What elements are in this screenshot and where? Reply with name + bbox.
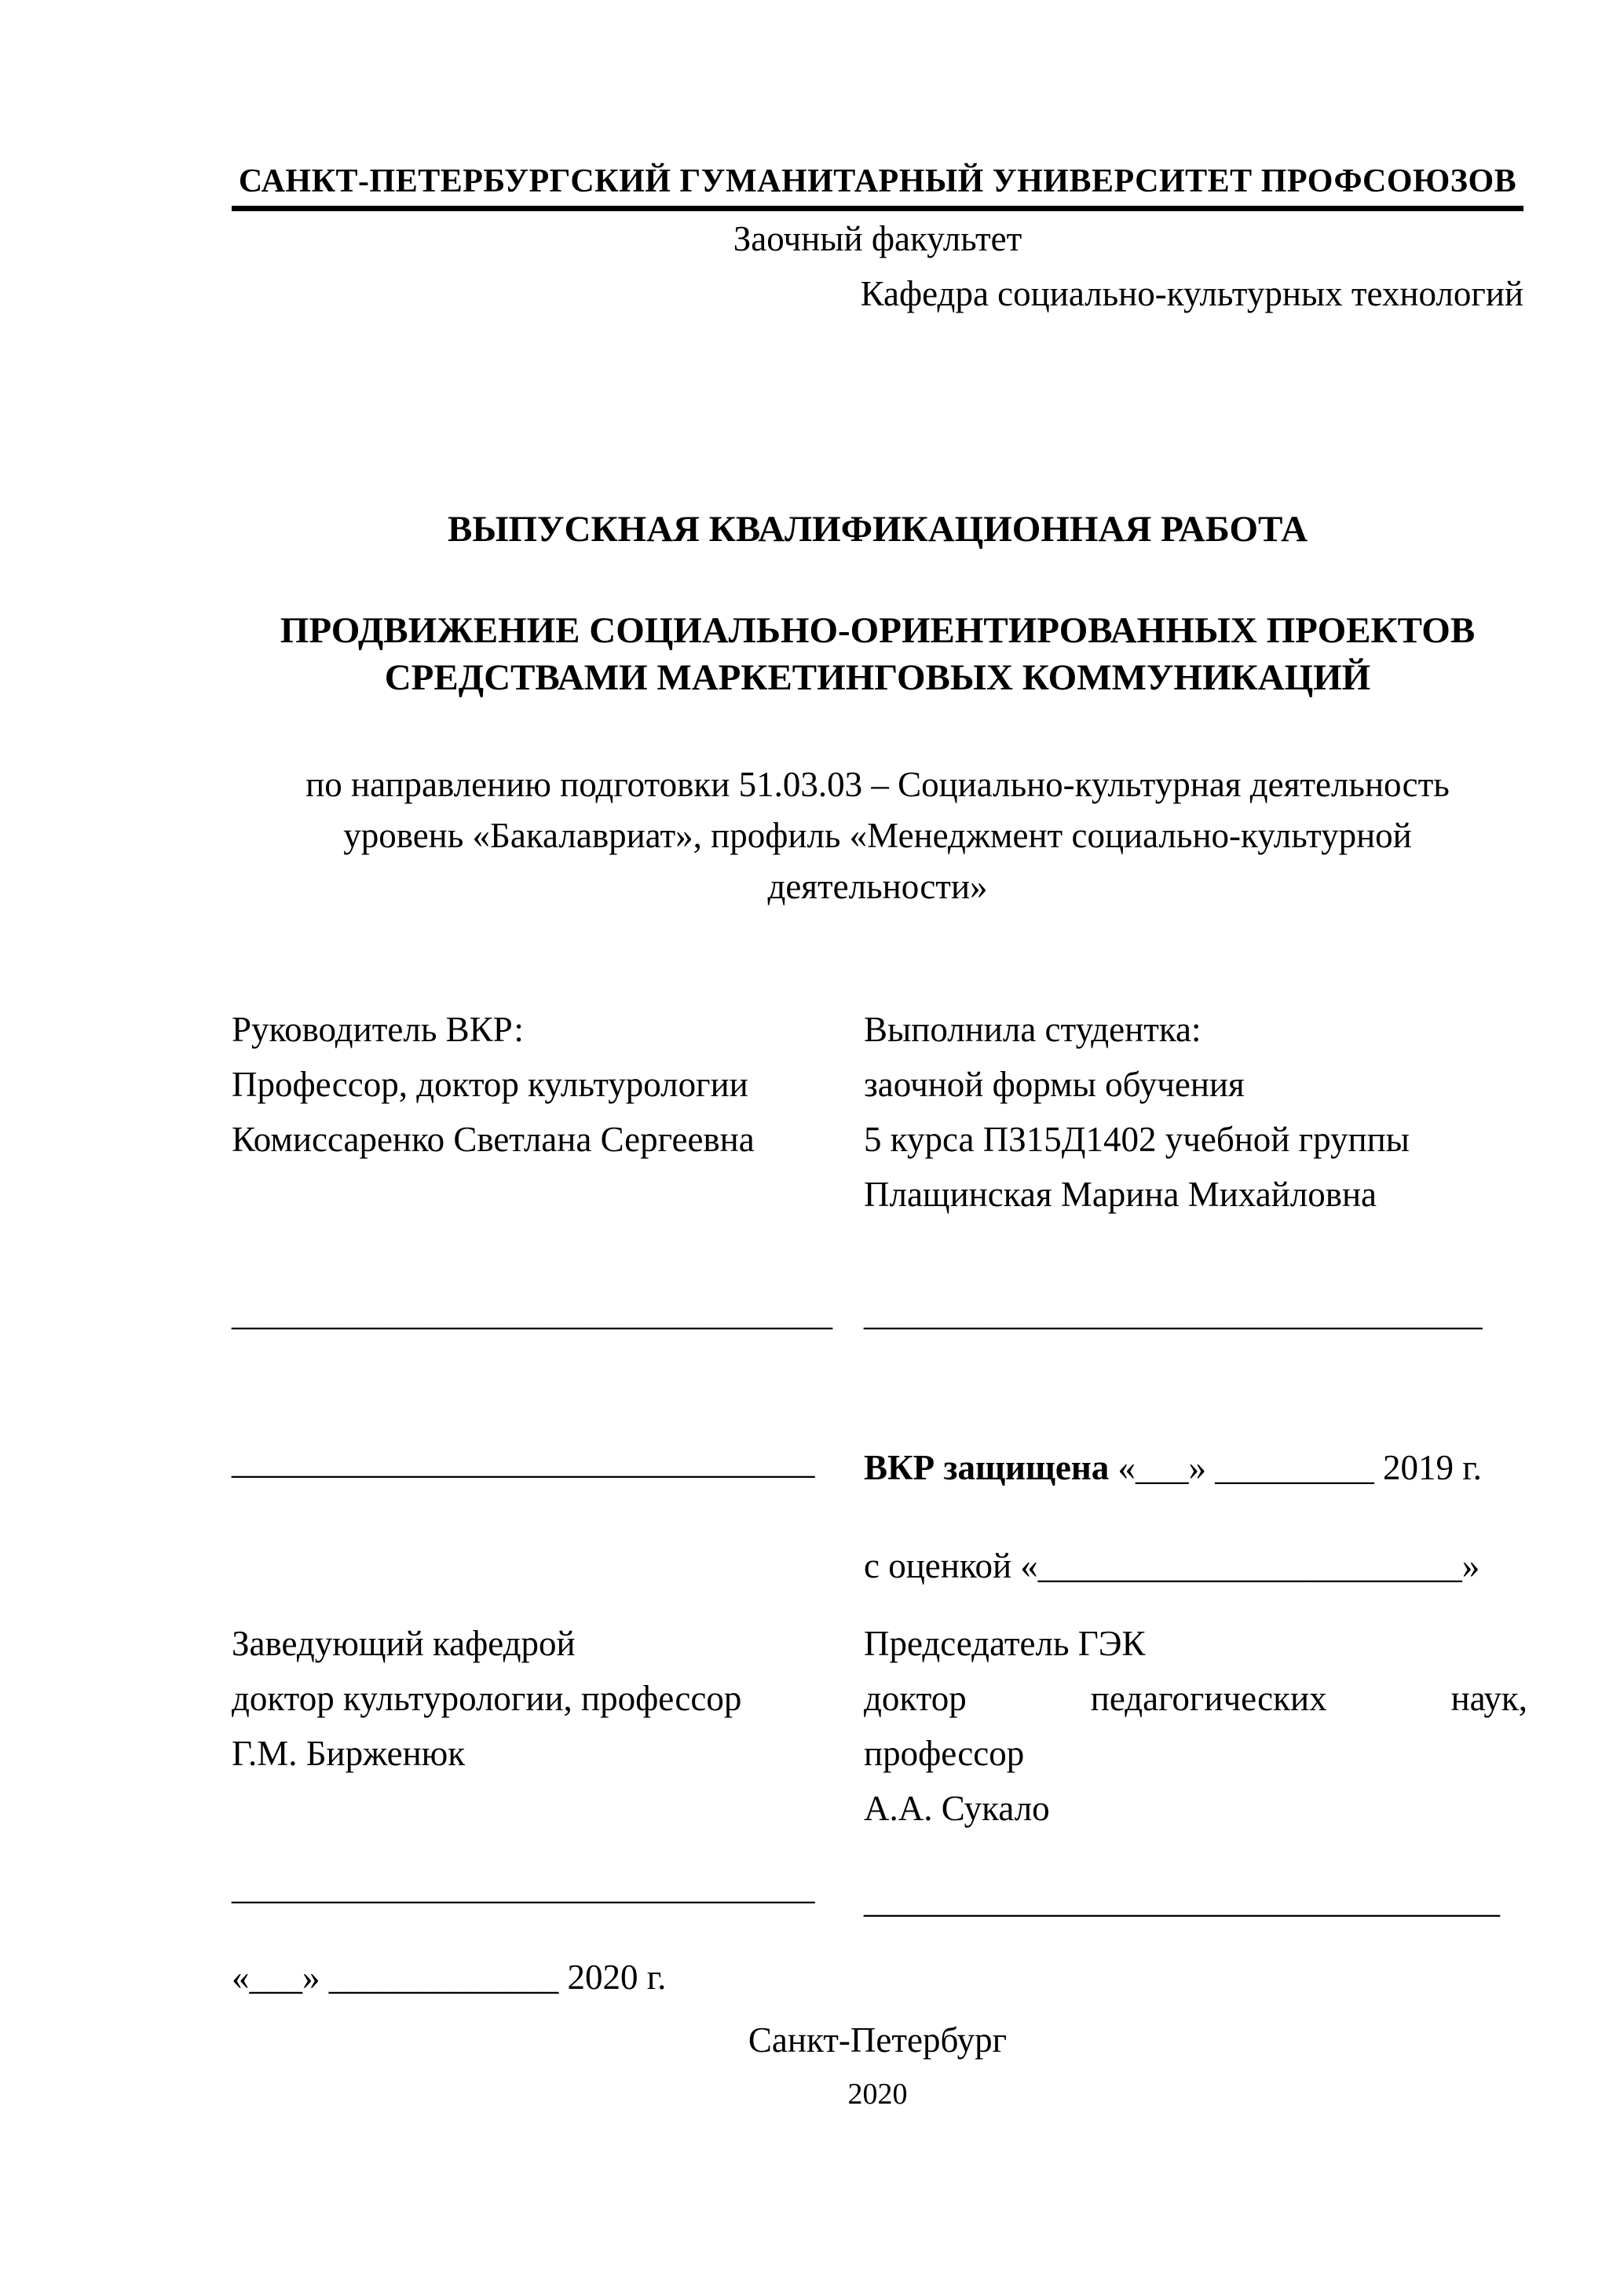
- department-head-date-blank: «___» _____________ 2020 г.: [232, 1958, 667, 1997]
- thesis-title-line2: СРЕДСТВАМИ МАРКЕТИНГОВЫХ КОММУНИКАЦИЙ: [384, 657, 1371, 698]
- thesis-title: [232, 607, 1523, 701]
- gek-chairman-signature-line: ____________________________________: [864, 1881, 1500, 1920]
- supervisor-name: Комиссаренко Светлана Сергеевна: [232, 1120, 755, 1159]
- department-head-title: Заведующий кафедрой: [232, 1624, 576, 1663]
- footer-year: 2020: [847, 2078, 908, 2111]
- thesis-title-line1: ПРОДВИЖЕНИЕ СОЦИАЛЬНО-ОРИЕНТИРОВАННЫХ ПРОЕКТОВ: [280, 610, 1476, 651]
- university-name: САНКТ-ПЕТЕРБУРГСКИЙ ГУМАНИТАРНЫЙ УНИВЕРСИТЕТ ПРОФСОЮЗОВ: [238, 163, 1517, 199]
- defense-date-line: [864, 1447, 1527, 1488]
- study-direction: [232, 759, 1523, 912]
- supervisor-block: [232, 1002, 860, 1167]
- gek-chairman-name: А.А. Сукало: [864, 1789, 1050, 1828]
- department-head-signature-line: _________________________________: [232, 1867, 815, 1907]
- gek-chairman-title: Председатель ГЭК: [864, 1624, 1146, 1663]
- student-block: [864, 1002, 1527, 1222]
- student-name: Плащинская Марина Михайловна: [864, 1175, 1377, 1214]
- header-rule: [232, 206, 1523, 211]
- direction-line2: уровень «Бакалавриат», профиль «Менеджмент социально-культурной: [343, 816, 1412, 855]
- defense-date-blank: «___» _________ 2019 г.: [1117, 1448, 1482, 1487]
- defense-label: ВКР защищена: [864, 1448, 1110, 1487]
- supervisor-signature-line: __________________________________: [232, 1293, 832, 1333]
- gek-chairman-degree2: профессор: [864, 1734, 1025, 1773]
- department-name: Кафедра социально-культурных технологий: [860, 274, 1523, 313]
- gek-chairman-degree: доктор педагогических наук,: [864, 1679, 1527, 1718]
- direction-line3: деятельности»: [767, 867, 988, 906]
- student-label: Выполнила студентка:: [864, 1010, 1202, 1049]
- grade-blank-line: с оценкой «________________________»: [864, 1546, 1480, 1585]
- defense-signature-line: _________________________________: [232, 1442, 815, 1481]
- direction-line1: по направлению подготовки 51.03.03 – Социально-культурная деятельность: [305, 765, 1450, 804]
- footer-city: Санкт-Петербург: [748, 2020, 1008, 2060]
- supervisor-position: Профессор, доктор культурологии: [232, 1065, 748, 1104]
- gek-chairman-block: [864, 1616, 1527, 1836]
- department-head-name: Г.М. Бирженюк: [232, 1734, 466, 1773]
- department-head-block: [232, 1616, 860, 1781]
- student-study-form: заочной формы обучения: [864, 1065, 1245, 1104]
- supervisor-label: Руководитель ВКР:: [232, 1010, 524, 1049]
- faculty-name: Заочный факультет: [733, 219, 1022, 258]
- student-group: 5 курса ПЗ15Д1402 учебной группы: [864, 1120, 1410, 1159]
- student-signature-line: ___________________________________: [864, 1293, 1483, 1333]
- department-head-degree: доктор культурологии, профессор: [232, 1679, 742, 1718]
- work-type-heading: ВЫПУСКНАЯ КВАЛИФИКАЦИОННАЯ РАБОТА: [447, 509, 1308, 550]
